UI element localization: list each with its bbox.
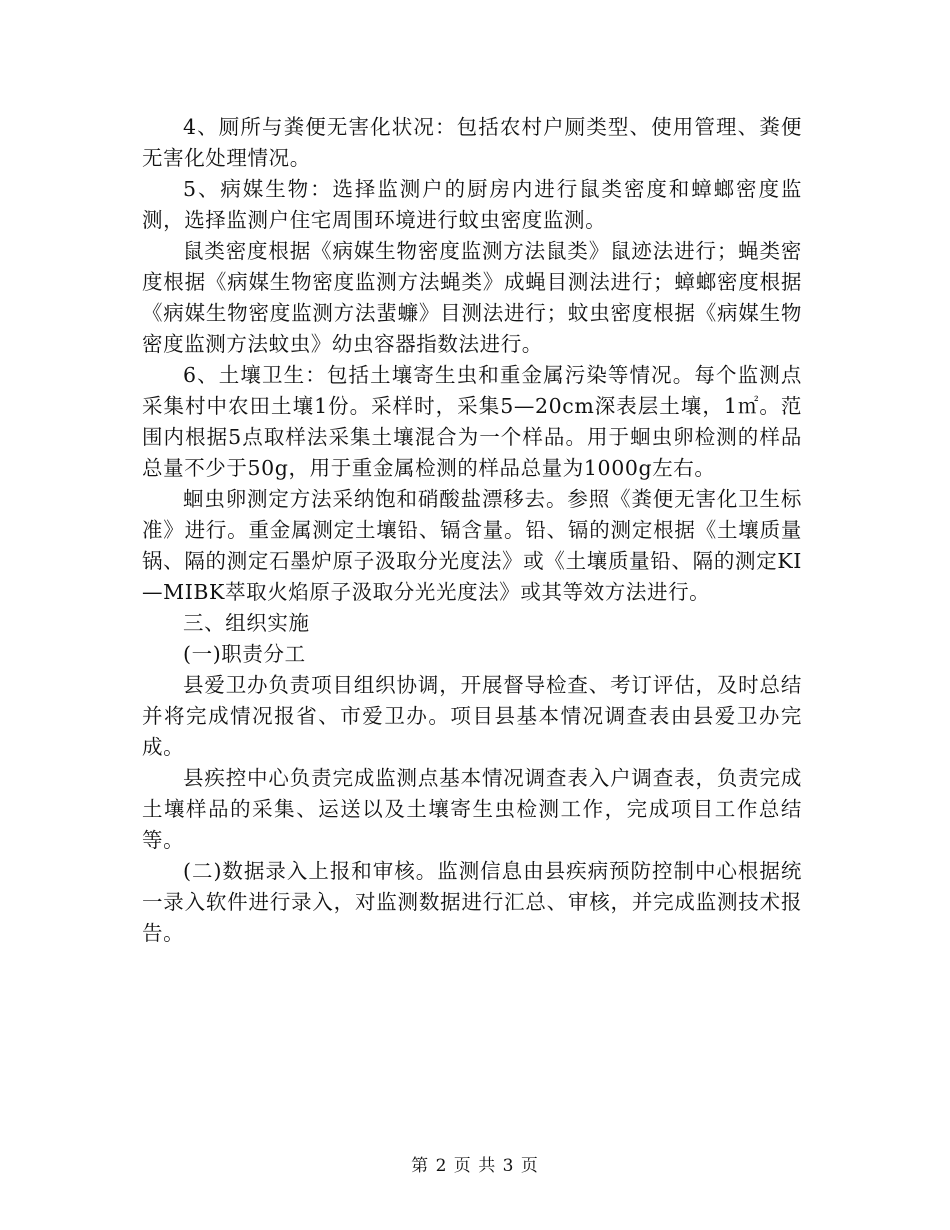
paragraph-disease-vectors: 5、病媒生物：选择监测户的厨房内进行鼠类密度和蟑螂密度监测，选择监测户住宅周围环境进行蚊虫密度监测。 (142, 177, 802, 232)
paragraph-county-office-duties: 县爱卫办负责项目组织协调，开展督导检查、考订评估，及时总结并将完成情况报省、市爱卫办。项目县基本情况调查表由县爱卫办完成。 (142, 673, 802, 759)
paragraph-data-entry-review: (二)数据录入上报和审核。监测信息由县疾病预防控制中心根据统一录入软件进行录入，对监测数据进行汇总、审核，并完成监测技术报告。 (142, 859, 802, 945)
document-body (142, 112, 802, 949)
paragraph-soil-hygiene: 6、土壤卫生：包括土壤寄生虫和重金属污染等情况。每个监测点采集村中农田土壤1份。采样时，采集5—20cm深表层土壤，1㎡。范围内根据5点取样法采集土壤混合为一个样品。用于蛔虫卵检测的样品总量不少于50g，用于重金属检测的样品总量为1000g左右。 (142, 363, 802, 480)
section-heading-organization: 三、组织实施 (183, 611, 310, 635)
paragraph-toilet-sanitation: 4、厕所与粪便无害化状况：包括农村户厕类型、使用管理、粪便无害化处理情况。 (142, 115, 802, 170)
paragraph-roundworm-test-methods: 蛔虫卵测定方法采纳饱和硝酸盐漂移去。参照《粪便无害化卫生标准》进行。重金属测定土壤铅、镉含量。铅、镉的测定根据《土壤质量锅、隔的测定石墨炉原子汲取分光度法》或《土壤质量铅、隔的测定KI—MIBK萃取火焰原子汲取分光光度法》或其等效方法进行。 (142, 487, 802, 604)
page-number-footer: 第 2 页 共 3 页 (411, 1156, 539, 1176)
paragraph-cdc-duties: 县疾控中心负责完成监测点基本情况调查表入户调查表，负责完成土壤样品的采集、运送以及土壤寄生虫检测工作，完成项目工作总结等。 (142, 766, 802, 852)
subheading-responsibilities: (一)职责分工 (183, 642, 306, 666)
paragraph-vector-density-methods: 鼠类密度根据《病媒生物密度监测方法鼠类》鼠迹法进行；蝇类密度根据《病媒生物密度监测方法蝇类》成蝇目测法进行；蟑螂密度根据《病媒生物密度监测方法蜚蠊》目测法进行；蚊虫密度根据《病媒生物密度监测方法蚊虫》幼虫容器指数法进行。 (142, 239, 802, 356)
